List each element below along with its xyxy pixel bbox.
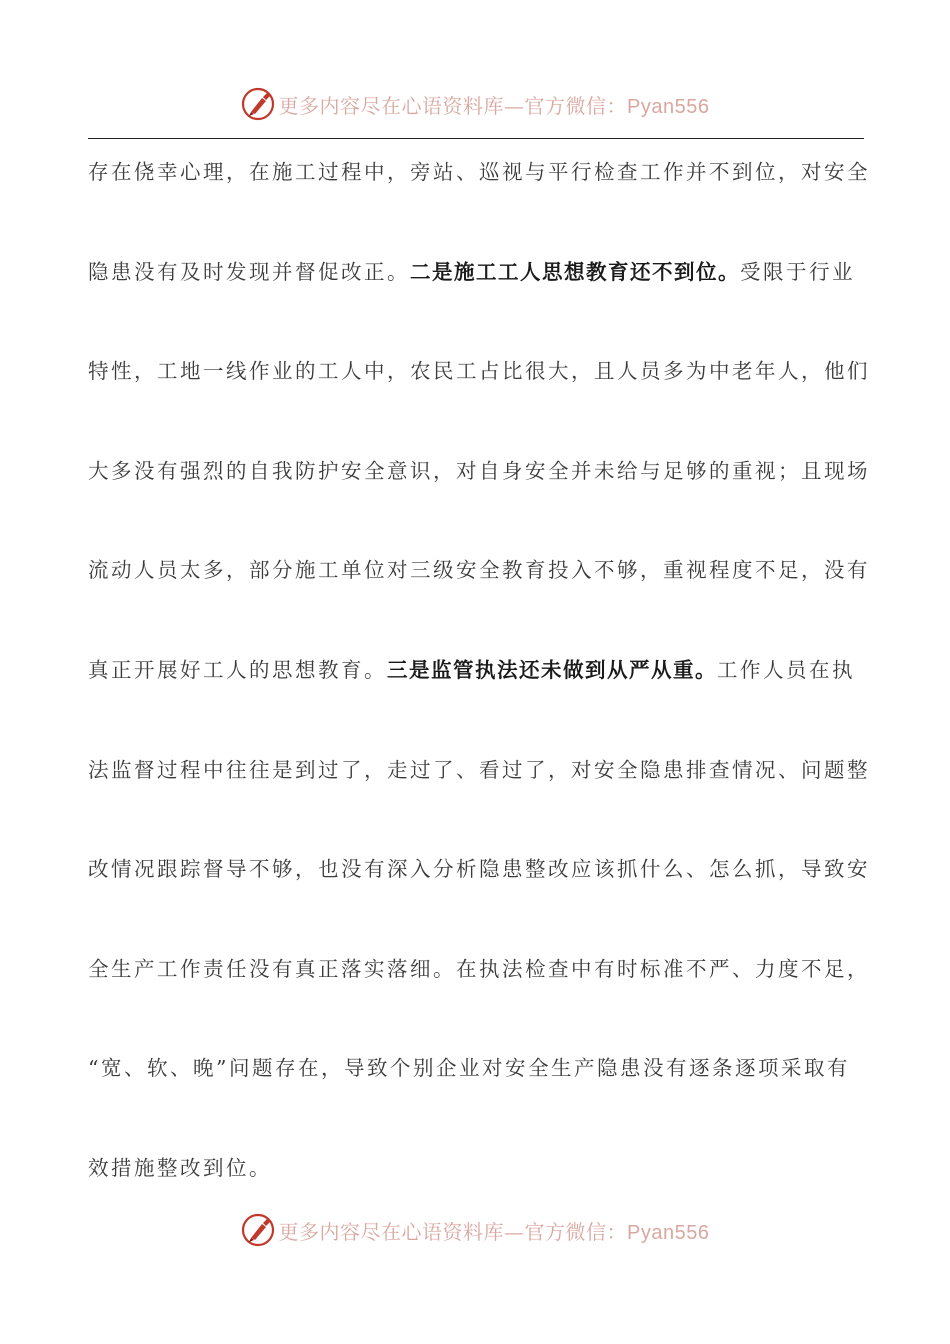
footer-banner-dash: — [504,1219,525,1244]
body-line-4-text: 大多没有强烈的自我防护安全意识，对自身安全并未给与足够的重视；且现场 [88,458,870,483]
pen-nib-logo-icon [241,1213,275,1247]
body-line-4 [88,449,868,549]
body-line-7-text: 法监督过程中往往是到过了，走过了、看过了，对安全隐患排查情况、问题整 [88,757,870,782]
footer-banner-wechat-id: Pyan556 [627,1221,710,1244]
body-line-3-text: 特性，工地一线作业的工人中，农民工占比很大，且人员多为中老年人，他们 [88,359,870,384]
body-line-2-tail: 受限于行业 [740,259,855,284]
document-body [88,150,868,1246]
body-line-2 [88,250,868,350]
body-line-7 [88,748,868,848]
body-line-8-text: 改情况跟踪督导不够，也没有深入分析隐患整改应该抓什么、怎么抓，导致安 [88,857,870,882]
body-line-6 [88,648,868,748]
body-line-3 [88,349,868,449]
body-line-10-text: “宽、软、晚”问题存在，导致个别企业对安全生产隐患没有逐条逐项采取有 [88,1056,850,1081]
body-line-1 [88,150,868,250]
header-banner-wechat-label: 官方微信： [524,93,628,118]
header-banner-wechat-id: Pyan556 [627,95,710,118]
header-banner [0,84,950,124]
body-line-2-text: 隐患没有及时发现并督促改正。 [88,259,410,284]
body-line-11-text: 效措施整改到位。 [88,1155,272,1180]
body-line-6-text: 真正开展好工人的思想教育。 [88,657,387,682]
header-banner-main: 更多内容尽在心语资料库 [278,93,505,118]
body-line-10 [88,1046,868,1146]
body-line-5-text: 流动人员太多，部分施工单位对三级安全教育投入不够，重视程度不足，没有 [88,558,870,583]
body-line-1-text: 存在侥幸心理，在施工过程中，旁站、巡视与平行检查工作并不到位，对安全 [88,160,870,184]
body-line-6-tail: 工作人员在执 [717,657,855,682]
body-line-8 [88,847,868,947]
footer-banner [0,1210,950,1250]
header-banner-dash: — [504,93,525,118]
body-line-6-bold: 三是监管执法还未做到从严从重。 [387,657,717,682]
header-banner-text [279,90,710,119]
body-line-9 [88,947,868,1047]
pen-nib-logo-icon [241,87,275,121]
header-divider [88,138,864,139]
body-line-5 [88,548,868,648]
footer-banner-wechat-label: 官方微信： [524,1219,628,1244]
body-line-9-text: 全生产工作责任没有真正落实落细。在执法检查中有时标准不严、力度不足， [88,956,870,981]
footer-banner-main: 更多内容尽在心语资料库 [278,1219,505,1244]
footer-banner-text [279,1216,710,1245]
body-line-2-bold: 二是施工工人思想教育还不到位。 [410,259,740,284]
